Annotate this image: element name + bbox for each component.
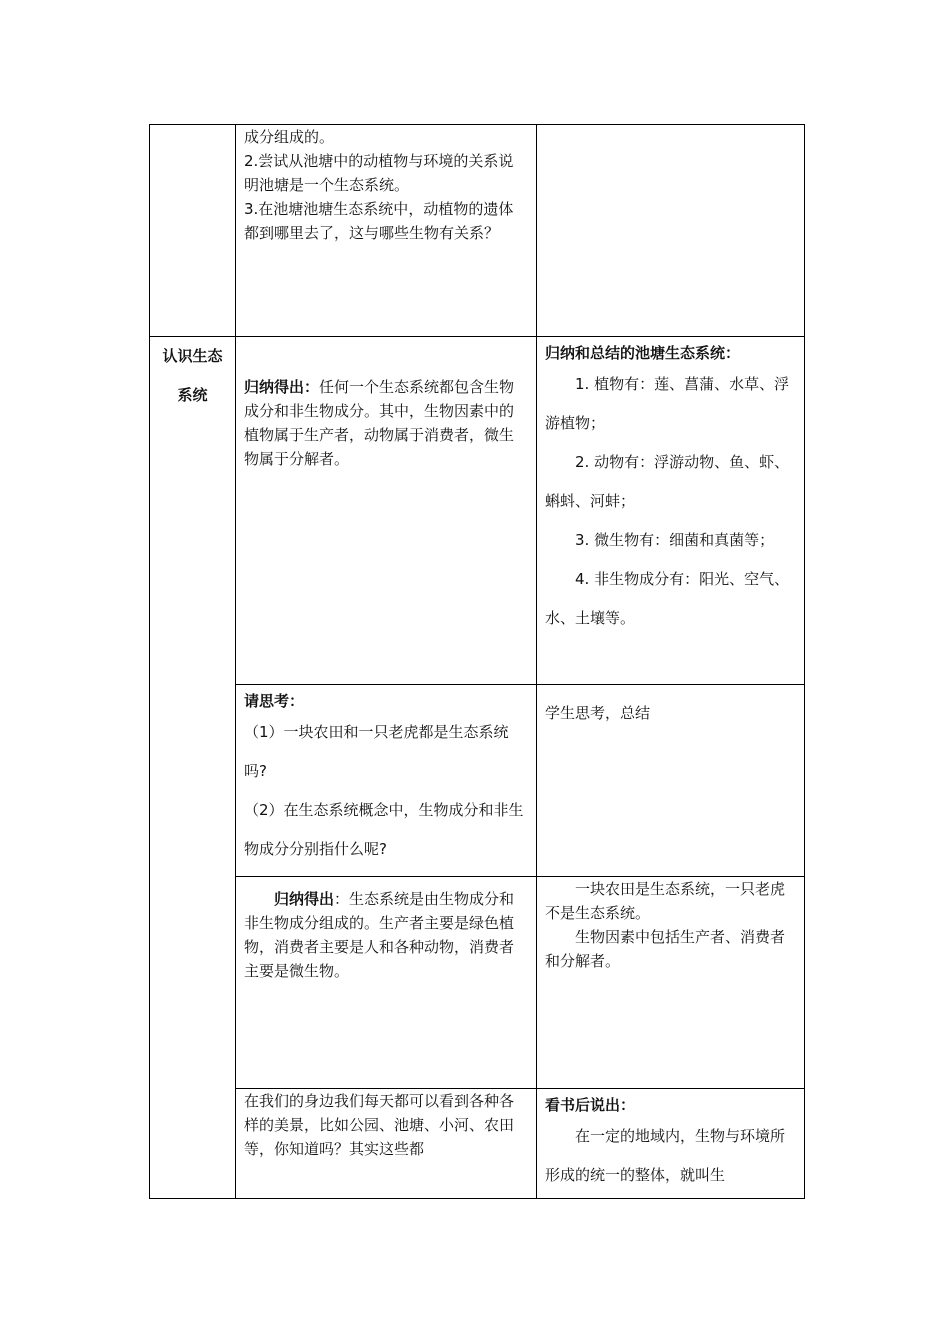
- think-question-1: （1）一块农田和一只老虎都是生态系统吗?: [244, 723, 509, 780]
- conclusion-text: ：生态系统是由生物成分和非生物成分组成的。生产者主要是绿色植物，消费者主要是人和各种动物，消费者主要是微生物。: [244, 890, 515, 980]
- question-2: 2.尝试从池塘中的动植物与环境的关系说明池塘是一个生态系统。: [244, 152, 514, 194]
- intro-cell: [236, 1089, 537, 1199]
- conclusion-heading: 归纳得出: [274, 890, 335, 908]
- summary-text: 任何一个生态系统都包含生物成分和非生物成分。其中，生物因素中的植物属于生产者，动物属于消费者，微生物属于分解者。: [244, 378, 515, 468]
- empty-label-cell: [150, 125, 236, 337]
- lesson-plan-table: [149, 124, 805, 1199]
- table-row: [150, 125, 805, 337]
- empty-cell: [537, 125, 805, 337]
- think-cell: [236, 685, 537, 877]
- conclusion-cell: [236, 877, 537, 1089]
- summary-heading: 归纳得出：: [244, 378, 320, 396]
- answer-paragraph-1: 一块农田是生态系统，一只老虎不是生态系统。: [545, 880, 786, 922]
- pond-item-animals: 2. 动物有：浮游动物、鱼、虾、蝌蚪、河蚌；: [545, 453, 790, 510]
- intro-text: 在我们的身边我们每天都可以看到各种各样的美景，比如公园、池塘、小河、农田等，你知道吗？其实这些都: [244, 1092, 515, 1158]
- definition-cell: [537, 1089, 805, 1199]
- question-cell: [236, 125, 537, 337]
- section-label-line2: 系统: [177, 386, 208, 404]
- student-response: 学生思考，总结: [545, 704, 651, 722]
- answer-cell: [537, 877, 805, 1089]
- question-3: 3.在池塘池塘生态系统中，动植物的遗体都到哪里去了，这与哪些生物有关系？: [244, 200, 514, 242]
- summary-cell: [236, 337, 537, 685]
- text-line: 成分组成的。: [244, 128, 335, 146]
- table-row: [150, 337, 805, 685]
- think-question-2: （2）在生态系统概念中，生物成分和非生物成分分别指什么呢?: [244, 801, 524, 858]
- answer-paragraph-2: 生物因素中包括生产者、消费者和分解者。: [545, 928, 786, 970]
- section-label-line1: 认识生态: [162, 347, 223, 365]
- table-row: [150, 685, 805, 877]
- section-label-cell: [150, 337, 236, 1199]
- student-response-cell: [537, 685, 805, 877]
- pond-summary-cell: [537, 337, 805, 685]
- definition-title: 看书后说出：: [545, 1096, 636, 1114]
- think-title: 请思考：: [244, 692, 305, 710]
- pond-item-plants: 1. 植物有：莲、菖蒲、水草、浮游植物；: [545, 375, 790, 432]
- pond-item-abiotic: 4. 非生物成分有：阳光、空气、水、土壤等。: [545, 570, 790, 627]
- definition-text: 在一定的地域内，生物与环境所形成的统一的整体，就叫生: [545, 1127, 786, 1184]
- table-row: [150, 877, 805, 1089]
- table-row: [150, 1089, 805, 1199]
- pond-item-microbes: 3. 微生物有：细菌和真菌等；: [575, 531, 775, 549]
- pond-summary-title: 归纳和总结的池塘生态系统：: [545, 344, 741, 362]
